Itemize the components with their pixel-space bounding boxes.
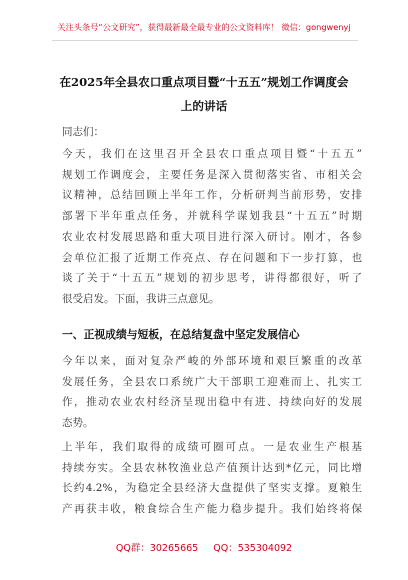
footer-contact bbox=[0, 540, 408, 554]
paragraph-line: 态势。 bbox=[62, 417, 94, 430]
header-rule bbox=[52, 40, 358, 41]
document-title-line-2: 上的讲话 bbox=[180, 99, 228, 113]
greeting: 同志们： bbox=[62, 126, 104, 138]
section-paragraph-2 bbox=[62, 437, 362, 520]
paragraph-line: 今年以来，面对复杂严峻的外部环境和艰巨繁重的改革 bbox=[62, 355, 362, 367]
paragraph-line: 产再获丰收，粮食综合生产能力稳步提升。我们始终将保 bbox=[62, 503, 362, 516]
section-paragraph-1 bbox=[62, 351, 362, 434]
paragraph-line: 规划工作调度会，主要任务是深入贯彻落实省、市相关会 bbox=[62, 168, 362, 181]
qq-group-number: QQ群：30265665 bbox=[115, 543, 199, 554]
paragraph-line: 部署下半年重点任务，并就科学谋划我县“十五五”时期 bbox=[62, 210, 362, 223]
paragraph-line: 会单位汇报了近期工作亮点、存在问题和下一步打算，也 bbox=[62, 251, 362, 264]
paragraph-line: 长约4.2%，为稳定全县经济大盘提供了坚实支撑。夏粮生 bbox=[62, 482, 362, 495]
qq-number: QQ：535304092 bbox=[213, 543, 293, 554]
paragraph-line: 今天，我们在这里召开全县农口重点项目暨“十五五” bbox=[62, 148, 362, 160]
paragraph-line: 持续夯实。全县农林牧渔业总产值预计达到*亿元，同比增 bbox=[62, 461, 362, 474]
paragraph-line: 发展任务，全县农口系统广大干部职工迎难而上、扎实工 bbox=[62, 375, 362, 388]
paragraph-line: 农业农村发展思路和重大项目进行深入研讨。刚才，各参 bbox=[62, 230, 362, 243]
header-banner: 关注头条号“公文研究”，获得最新最全最专业的公文资料库！ 微信：gongwenyj bbox=[57, 22, 351, 32]
paragraph-line: 上半年，我们取得的成绩可圈可点。一是农业生产根基 bbox=[62, 441, 362, 453]
paragraph-line: 谈了关于“十五五”规划的初步思考，讲得都很好，听了 bbox=[62, 272, 362, 285]
section-heading: 一、正视成绩与短板，在总结复盘中坚定发展信心 bbox=[62, 328, 300, 341]
paragraph-line: 议精神，总结回顾上半年工作，分析研判当前形势，安排 bbox=[62, 189, 362, 202]
paragraph-line: 很受启发。下面，我讲三点意见。 bbox=[62, 292, 220, 305]
document-title-line-1: 在2025年全县农口重点项目暨“十五五”规划工作调度会 bbox=[59, 75, 349, 89]
intro-paragraph bbox=[62, 144, 362, 310]
paragraph-line: 作，推动农业农村经济呈现出稳中有进、持续向好的发展 bbox=[62, 396, 362, 409]
